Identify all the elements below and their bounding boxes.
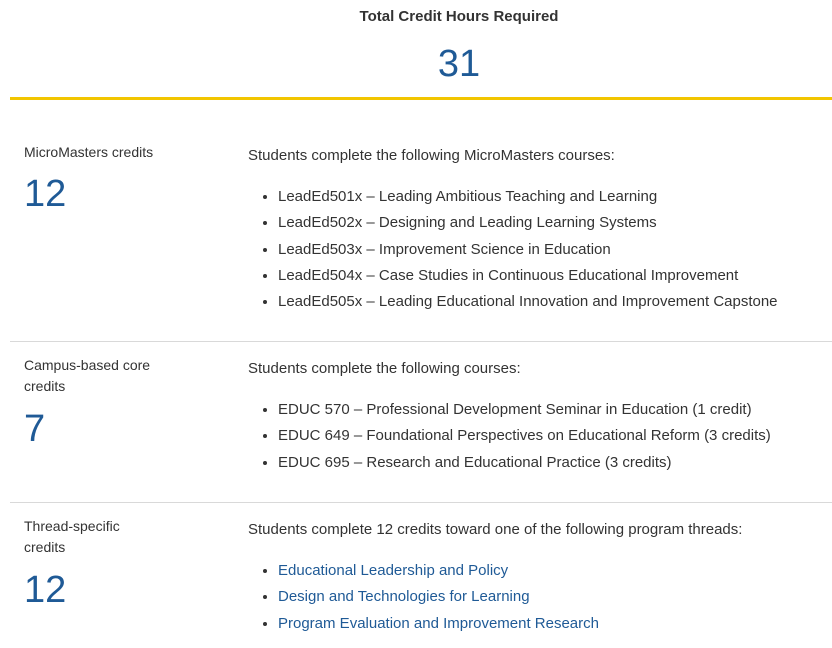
- list-item: • EDUC 695 – Research and Educational Practice (3 credits): [278, 450, 771, 476]
- campus-core-credits-label: Campus-based core credits: [24, 357, 151, 394]
- total-credits-summary: [10, 0, 832, 100]
- campus-core-intro: Students complete the following courses:: [248, 360, 521, 377]
- list-item: • LeadEd504x – Case Studies in Continuous Educational Improvement: [278, 263, 778, 289]
- thread-specific-intro: Students complete 12 credits toward one of the following program threads:: [248, 521, 743, 538]
- thread-specific-credits-value: 12: [24, 569, 67, 611]
- total-credits-value: 31: [437, 43, 481, 85]
- micromasters-course-list: [248, 184, 778, 315]
- list-item: [278, 558, 599, 584]
- micromasters-credits-row: [10, 100, 832, 342]
- micromasters-credits-label: MicroMasters credits: [24, 144, 154, 160]
- program-thread-list: [248, 558, 599, 637]
- micromasters-credits-value: 12: [24, 173, 67, 215]
- campus-core-credits-row: [10, 342, 832, 503]
- total-credits-label: Total Credit Hours Required: [359, 8, 559, 25]
- list-item: [278, 584, 599, 610]
- list-item: • EDUC 649 – Foundational Perspectives on Educational Reform (3 credits): [278, 423, 771, 449]
- thread-link-educational-leadership[interactable]: Educational Leadership and Policy: [278, 562, 509, 579]
- list-item: • LeadEd502x – Designing and Leading Learning Systems: [278, 210, 778, 236]
- micromasters-intro: Students complete the following MicroMasters courses:: [248, 147, 615, 164]
- thread-specific-credits-label: Thread-specific credits: [24, 518, 120, 555]
- list-item: [278, 611, 599, 637]
- thread-link-design-technologies[interactable]: Design and Technologies for Learning: [278, 588, 530, 606]
- campus-core-credits-value: 7: [24, 408, 46, 450]
- thread-link-program-evaluation[interactable]: Program Evaluation and Improvement Research: [278, 614, 599, 632]
- list-item: • LeadEd501x – Leading Ambitious Teaching and Learning: [278, 184, 778, 210]
- list-item: • LeadEd503x – Improvement Science in Education: [278, 237, 778, 263]
- campus-core-course-list: [248, 397, 771, 476]
- list-item: • LeadEd505x – Leading Educational Innovation and Improvement Capstone: [278, 289, 778, 315]
- thread-specific-credits-row: [10, 503, 832, 648]
- list-item: • EDUC 570 – Professional Development Seminar in Education (1 credit): [278, 397, 771, 423]
